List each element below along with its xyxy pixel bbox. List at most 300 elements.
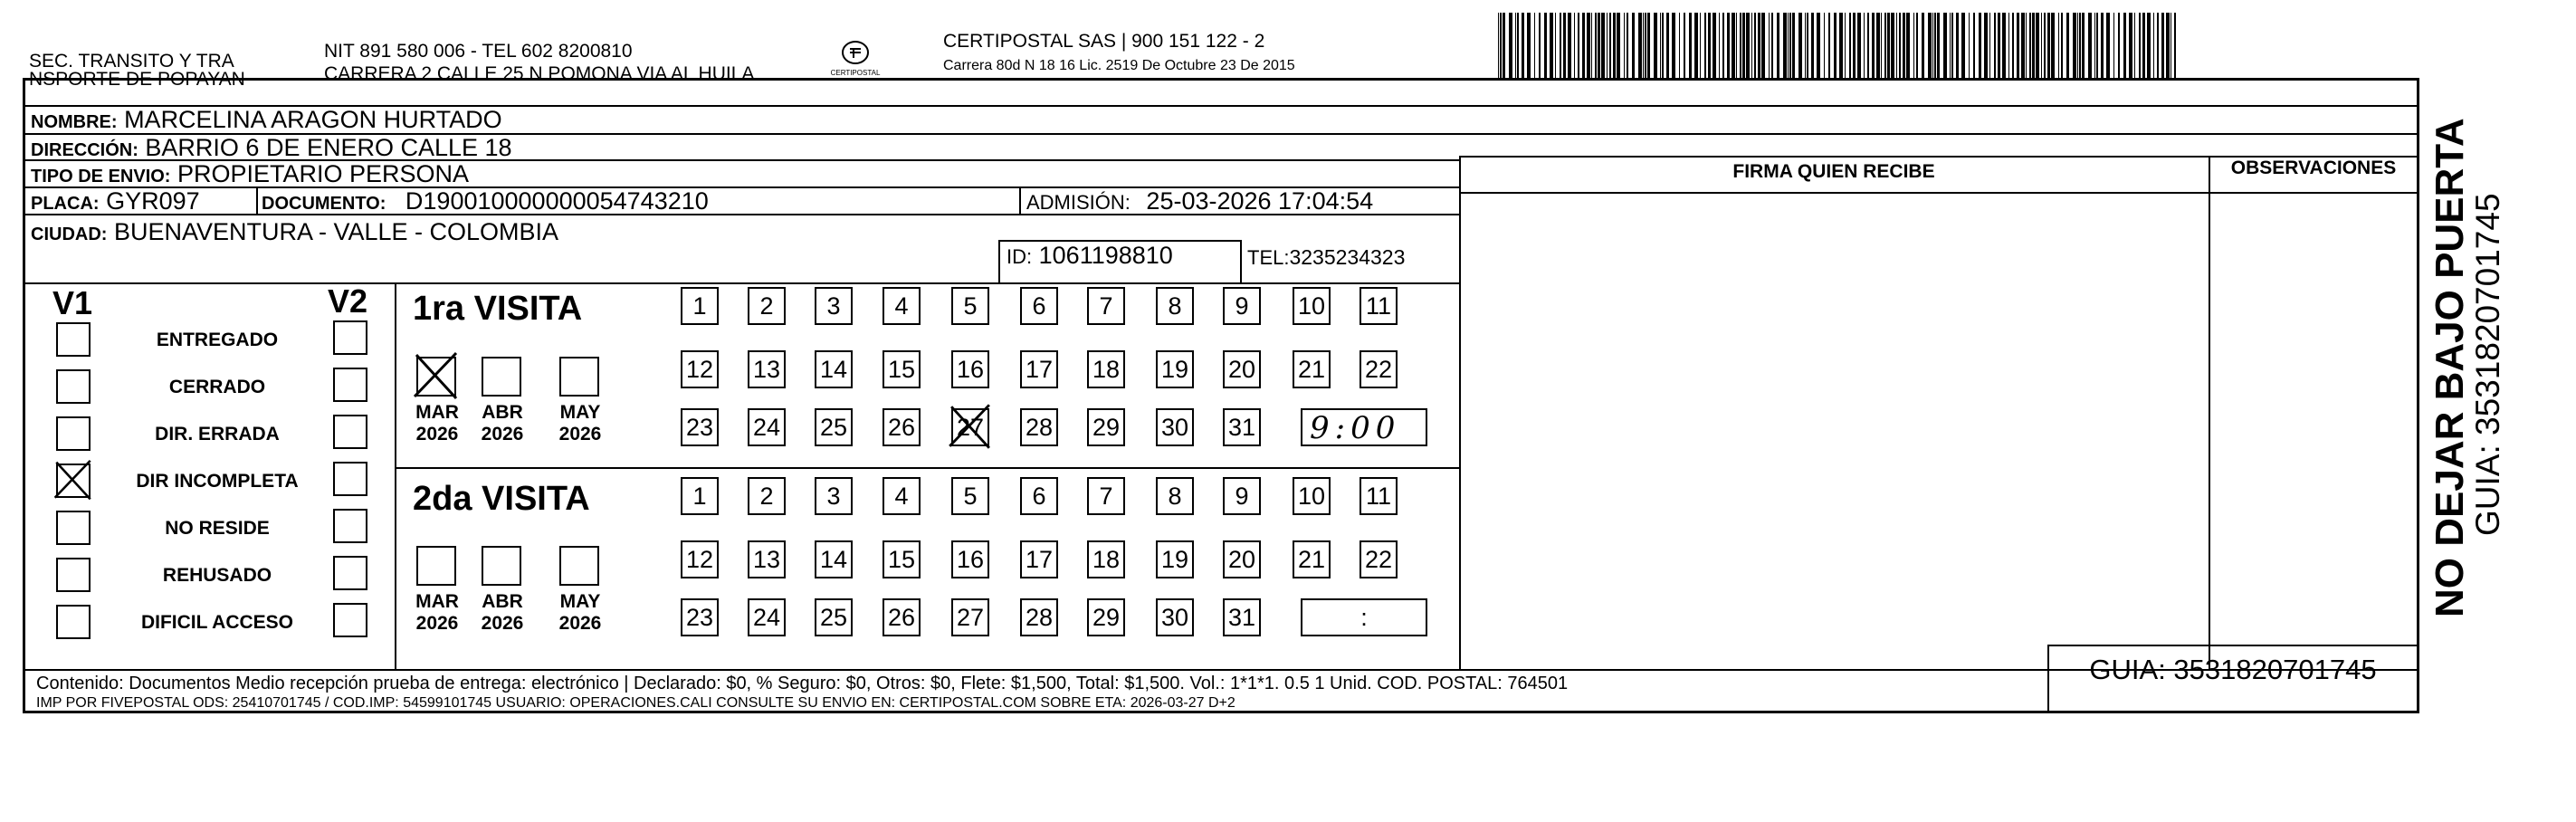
barcode-bar [2079, 13, 2081, 78]
v2-checkbox[interactable] [333, 320, 367, 355]
barcode-bar [1857, 13, 1861, 78]
barcode-bar [1719, 13, 1720, 78]
day-box[interactable]: 16 [951, 350, 989, 388]
barcode-bar [1660, 13, 1661, 78]
barcode-bar [1654, 13, 1657, 78]
barcode-bar [1899, 13, 1901, 78]
barcode-bar [1742, 13, 1745, 78]
barcode-bar [1498, 13, 1499, 78]
barcode-bar [2029, 13, 2031, 78]
month-label [552, 591, 608, 635]
tel-cell [1247, 243, 1405, 272]
barcode-bar [1740, 13, 1741, 78]
barcode-bar [1672, 13, 1675, 78]
month-name: ABR [482, 591, 523, 612]
month-name: MAR [415, 402, 459, 423]
v2-checkbox[interactable] [333, 603, 367, 637]
sender-address: CARRERA 2 CALLE 25 N POMONA VIA AL HUILA [324, 63, 755, 84]
status-option-label: ENTREGADO [156, 330, 279, 350]
day-box[interactable]: 15 [883, 540, 921, 578]
day-box[interactable]: 13 [748, 540, 786, 578]
footer-print-info: IMP POR FIVEPOSTAL ODS: 25410701745 / COD.IMP: 54599101745 USUARIO: OPERACIONES.CALI CONSULTE SU ENVIO EN: CERTIPOSTAL.COM SOBRE ETA: 2026-03-27 D+2 [36, 695, 1236, 711]
month-year: 2026 [481, 613, 524, 634]
observations-header: OBSERVACIONES [2230, 158, 2397, 178]
barcode-bar [1994, 13, 1996, 78]
barcode-bar [1598, 13, 1600, 78]
barcode-bar [1839, 13, 1843, 78]
sender-name-line2: NSPORTE DE POPAYAN [29, 69, 245, 90]
status-option-label: DIR INCOMPLETA [136, 471, 299, 492]
barcode-bar [1544, 13, 1547, 78]
barcode-bar [1727, 13, 1730, 78]
barcode-bar [2036, 13, 2039, 78]
day-box[interactable]: 18 [1087, 540, 1125, 578]
month-year: 2026 [481, 424, 524, 444]
day-box[interactable]: 23 [681, 408, 719, 446]
day-box[interactable]: 3 [815, 287, 853, 325]
barcode-bar [1704, 13, 1706, 78]
barcode-bar [2021, 13, 2025, 78]
document-cell [262, 186, 709, 218]
barcode-bar [2142, 13, 2145, 78]
courier-name: CERTIPOSTAL SAS | 900 151 122 - 2 [943, 31, 1265, 52]
second-visit-time: : [1360, 604, 1368, 631]
barcode-bar [1761, 13, 1765, 78]
barcode-bar [2157, 13, 2159, 78]
barcode-bar [2066, 13, 2069, 78]
day-box[interactable]: 29 [1087, 598, 1125, 636]
barcode-bar [1539, 13, 1541, 78]
month-year: 2026 [558, 613, 602, 634]
month-checkbox[interactable] [559, 357, 599, 397]
day-box[interactable]: 14 [815, 350, 853, 388]
day-box[interactable]: 22 [1360, 540, 1398, 578]
barcode-bar [1643, 13, 1644, 78]
day-box[interactable]: 24 [748, 598, 786, 636]
barcode-bar [1961, 13, 1965, 78]
barcode-bar [2088, 13, 2092, 78]
barcode-bar [1979, 13, 1981, 78]
recipient-address: BARRIO 6 DE ENERO CALLE 18 [145, 134, 512, 161]
barcode-bar [1792, 13, 1795, 78]
month-checkbox[interactable] [416, 357, 456, 397]
day-box[interactable]: 1 [681, 477, 719, 515]
no-leave-under-door-warning: NO DEJAR BAJO PUERTA [2428, 118, 2472, 617]
v2-header: V2 [328, 282, 368, 320]
barcode-bar [1943, 13, 1947, 78]
side-guia: GUIA: 3531820701745 [2469, 193, 2506, 536]
barcode-bar [1662, 13, 1664, 78]
barcode-bar [1638, 13, 1642, 78]
month-name: ABR [482, 402, 523, 423]
barcode-bar [2051, 13, 2055, 78]
barcode-bar [2082, 13, 2085, 78]
month-name: MAR [415, 591, 459, 612]
barcode-bar [2073, 13, 2076, 78]
first-visit-time-box[interactable] [1301, 408, 1427, 446]
barcode-bar [2147, 13, 2151, 78]
barcode-bar [2032, 13, 2035, 78]
day-box[interactable]: 31 [1223, 598, 1261, 636]
day-box[interactable]: 26 [883, 408, 921, 446]
barcode-bar [1500, 13, 1502, 78]
day-box[interactable]: 28 [1020, 408, 1058, 446]
barcode-bar [1609, 13, 1611, 78]
day-box[interactable]: 11 [1360, 287, 1398, 325]
v1-checkbox[interactable] [56, 416, 91, 451]
barcode-bar [2113, 13, 2114, 78]
barcode-bar [1891, 13, 1894, 78]
recipient-name-row [31, 105, 502, 137]
day-box[interactable]: 15 [883, 350, 921, 388]
month-year: 2026 [415, 424, 459, 444]
admission-value: 25-03-2026 17:04:54 [1146, 187, 1374, 215]
barcode-bar [2096, 13, 2098, 78]
barcode-bar [2047, 13, 2050, 78]
day-box[interactable]: 7 [1087, 477, 1125, 515]
day-box[interactable]: 25 [815, 408, 853, 446]
barcode-bar [1708, 13, 1711, 78]
barcode-bar [2129, 13, 2132, 78]
day-box[interactable]: 8 [1156, 287, 1194, 325]
barcode-bar [1903, 13, 1905, 78]
barcode-bar [1906, 13, 1910, 78]
day-box[interactable]: 9 [1223, 287, 1261, 325]
barcode-bar [1578, 13, 1579, 78]
barcode-bar [1613, 13, 1616, 78]
barcode-bar [1867, 13, 1869, 78]
barcode-bar [1916, 13, 1918, 78]
v1-checkbox[interactable] [56, 464, 91, 498]
day-box[interactable]: 21 [1293, 350, 1331, 388]
month-label [552, 402, 608, 445]
v2-checkbox[interactable] [333, 556, 367, 590]
barcode-bar [2123, 13, 2126, 78]
barcode-bar [1998, 13, 2000, 78]
signature-header: FIRMA QUIEN RECIBE [1732, 161, 1935, 182]
barcode-bar [1684, 13, 1685, 78]
barcode-bar [1805, 13, 1806, 78]
month-checkbox[interactable] [482, 357, 521, 397]
barcode-bar [1534, 13, 1535, 78]
month-label [409, 591, 465, 635]
barcode-bar [2118, 13, 2120, 78]
day-box[interactable]: 9 [1223, 477, 1261, 515]
day-box[interactable]: 17 [1020, 540, 1058, 578]
day-box[interactable]: 30 [1156, 598, 1194, 636]
barcode-bar [1896, 13, 1897, 78]
barcode [1498, 13, 2186, 78]
barcode-bar [1617, 13, 1620, 78]
barcode-bar [1828, 13, 1830, 78]
barcode-bar [1666, 13, 1669, 78]
day-box[interactable]: 12 [681, 350, 719, 388]
month-checkbox[interactable] [416, 546, 456, 586]
day-box[interactable]: 6 [1020, 477, 1058, 515]
v2-checkbox[interactable] [333, 368, 367, 402]
day-box[interactable]: 31 [1223, 408, 1261, 446]
month-name: MAY [559, 591, 601, 612]
month-name: MAY [559, 402, 601, 423]
v1-checkbox[interactable] [56, 369, 91, 404]
barcode-bar [1811, 13, 1814, 78]
month-label [409, 402, 465, 445]
day-box[interactable]: 13 [748, 350, 786, 388]
barcode-bar [1783, 13, 1787, 78]
day-box[interactable]: 29 [1087, 408, 1125, 446]
month-year: 2026 [415, 613, 459, 634]
logo-text: CERTIPOSTAL [830, 69, 881, 77]
shipment-type: PROPIETARIO PERSONA [177, 160, 470, 187]
barcode-bar [1777, 13, 1779, 78]
document-label: DOCUMENTO: [262, 194, 386, 214]
barcode-bar [1555, 13, 1556, 78]
barcode-bar [1771, 13, 1773, 78]
barcode-bar [1736, 13, 1737, 78]
type-label: TIPO DE ENVIO: [31, 167, 171, 186]
day-box[interactable]: 12 [681, 540, 719, 578]
day-box[interactable]: 30 [1156, 408, 1194, 446]
second-visit-time-box[interactable] [1301, 598, 1427, 636]
barcode-bar [1689, 13, 1692, 78]
barcode-bar [1932, 13, 1933, 78]
barcode-bar [1751, 13, 1752, 78]
signature-area[interactable] [1459, 194, 2209, 669]
barcode-bar [1934, 13, 1936, 78]
day-box[interactable]: 5 [951, 287, 989, 325]
day-box[interactable]: 20 [1223, 350, 1261, 388]
barcode-bar [1527, 13, 1531, 78]
day-box[interactable]: 19 [1156, 350, 1194, 388]
barcode-bar [1956, 13, 1959, 78]
barcode-bar [1694, 13, 1698, 78]
barcode-bar [1679, 13, 1680, 78]
day-box[interactable]: 21 [1293, 540, 1331, 578]
barcode-bar [1601, 13, 1605, 78]
day-box[interactable]: 2 [748, 477, 786, 515]
day-box[interactable]: 5 [951, 477, 989, 515]
barcode-bar [1913, 13, 1914, 78]
barcode-bar [1645, 13, 1646, 78]
barcode-bar [1951, 13, 1953, 78]
barcode-bar [1624, 13, 1625, 78]
barcode-bar [1722, 13, 1724, 78]
day-box[interactable]: 2 [748, 287, 786, 325]
barcode-bar [1989, 13, 1990, 78]
day-box[interactable]: 11 [1360, 477, 1398, 515]
day-box[interactable]: 23 [681, 598, 719, 636]
barcode-bar [1845, 13, 1846, 78]
barcode-bar [1754, 13, 1756, 78]
day-box[interactable]: 19 [1156, 540, 1194, 578]
barcode-bar [1746, 13, 1750, 78]
day-box[interactable]: 26 [883, 598, 921, 636]
barcode-bar [1503, 13, 1505, 78]
barcode-bar [1632, 13, 1635, 78]
barcode-bar [2094, 13, 2095, 78]
barcode-bar [1563, 13, 1566, 78]
barcode-bar [1789, 13, 1791, 78]
status-option-label: CERRADO [168, 377, 266, 397]
day-box[interactable]: 1 [681, 287, 719, 325]
day-box[interactable]: 10 [1293, 287, 1331, 325]
day-box[interactable]: 14 [815, 540, 853, 578]
barcode-bar [1713, 13, 1716, 78]
day-box[interactable]: 25 [815, 598, 853, 636]
barcode-bar [1587, 13, 1590, 78]
day-box[interactable]: 17 [1020, 350, 1058, 388]
footer-guia: GUIA: 3531820701745 [2089, 654, 2377, 685]
v1-checkbox[interactable] [56, 605, 91, 639]
barcode-bar [2139, 13, 2141, 78]
v1-checkbox[interactable] [56, 511, 91, 545]
address-label: DIRECCIÓN: [31, 140, 138, 160]
barcode-bar [1560, 13, 1561, 78]
barcode-bar [1515, 13, 1516, 78]
barcode-bar [1550, 13, 1553, 78]
barcode-bar [1582, 13, 1585, 78]
barcode-bar [1788, 13, 1789, 78]
name-label: NOMBRE: [31, 112, 118, 132]
barcode-bar [2174, 13, 2176, 78]
barcode-bar [1807, 13, 1808, 78]
day-box[interactable]: 18 [1087, 350, 1125, 388]
barcode-bar [1824, 13, 1825, 78]
sender-name-line1: SEC. TRANSITO Y TRA [29, 51, 234, 72]
barcode-bar [1853, 13, 1856, 78]
barcode-bar [1595, 13, 1597, 78]
barcode-bar [1884, 13, 1886, 78]
barcode-bar [1872, 13, 1875, 78]
barcode-bar [1769, 13, 1770, 78]
day-box[interactable]: 3 [815, 477, 853, 515]
day-box[interactable]: 24 [748, 408, 786, 446]
status-option-label: NO RESIDE [165, 518, 270, 539]
barcode-bar [1647, 13, 1650, 78]
v1-checkbox[interactable] [56, 322, 91, 357]
barcode-bar [1758, 13, 1760, 78]
second-visit-title: 2da VISITA [413, 480, 590, 518]
id-cell [1007, 241, 1173, 272]
day-box[interactable]: 20 [1223, 540, 1261, 578]
day-box[interactable]: 4 [883, 287, 921, 325]
barcode-bar [1574, 13, 1575, 78]
day-box[interactable]: 27 [951, 598, 989, 636]
barcode-bar [2026, 13, 2027, 78]
status-option-label: REHUSADO [162, 565, 272, 586]
barcode-bar [1522, 13, 1524, 78]
day-box[interactable]: 4 [883, 477, 921, 515]
status-option-label: DIR. ERRADA [155, 424, 280, 444]
plate-label: PLACA: [31, 194, 100, 214]
day-box[interactable]: 6 [1020, 287, 1058, 325]
day-box[interactable]: 22 [1360, 350, 1398, 388]
barcode-bar [2017, 13, 2019, 78]
admission-cell [1026, 186, 1373, 217]
barcode-bar [2153, 13, 2154, 78]
document-value: D190010000000054743210 [405, 187, 709, 215]
month-checkbox[interactable] [482, 546, 521, 586]
footer-content: Contenido: Documentos Medio recepción prueba de entrega: electrónico | Declarado: $0, % Seguro: $0, Otros: $0, Flete: $1,500, Total: $1,500. Vol.: 1*1*1. 0.5 1 Unid. COD. POSTAL: 764501 [36, 674, 1569, 693]
first-visit-title: 1ra VISITA [413, 290, 583, 328]
tel-label: TEL: [1247, 246, 1290, 269]
barcode-bar [1834, 13, 1837, 78]
barcode-bar [1509, 13, 1512, 78]
day-box[interactable]: 10 [1293, 477, 1331, 515]
day-box[interactable]: 16 [951, 540, 989, 578]
barcode-bar [2012, 13, 2014, 78]
status-option-label: DIFICIL ACCESO [140, 612, 293, 633]
month-year: 2026 [558, 424, 602, 444]
barcode-bar [1864, 13, 1865, 78]
barcode-bar [1732, 13, 1735, 78]
barcode-bar [2161, 13, 2164, 78]
barcode-bar [1798, 13, 1802, 78]
recipient-name: MARCELINA ARAGON HURTADO [124, 106, 502, 133]
barcode-bar [2134, 13, 2135, 78]
barcode-bar [2106, 13, 2110, 78]
admission-label: ADMISIÓN: [1026, 191, 1131, 214]
barcode-bar [1881, 13, 1882, 78]
barcode-bar [2002, 13, 2006, 78]
day-box[interactable]: 27 [951, 408, 989, 446]
v1-header: V1 [52, 284, 93, 321]
barcode-bar [1969, 13, 1970, 78]
city-value: BUENAVENTURA - VALLE - COLOMBIA [113, 218, 559, 245]
city-row [31, 217, 558, 249]
sender-nit: NIT 891 580 006 - TEL 602 8200810 [324, 41, 633, 62]
barcode-bar [1950, 13, 1951, 78]
barcode-bar [1607, 13, 1608, 78]
barcode-bar [1887, 13, 1890, 78]
id-label: ID: [1007, 245, 1033, 268]
barcode-bar [2166, 13, 2170, 78]
barcode-bar [2101, 13, 2104, 78]
barcode-bar [1817, 13, 1820, 78]
day-box[interactable]: 28 [1020, 598, 1058, 636]
barcode-bar [1568, 13, 1571, 78]
plate-cell [31, 186, 200, 218]
month-checkbox[interactable] [559, 546, 599, 586]
v1-checkbox[interactable] [56, 558, 91, 592]
barcode-bar [1928, 13, 1932, 78]
v2-checkbox[interactable] [333, 415, 367, 449]
city-label: CIUDAD: [31, 225, 108, 244]
barcode-bar [2044, 13, 2046, 78]
tel-value: 3235234323 [1289, 245, 1406, 269]
barcode-bar [1591, 13, 1592, 78]
observations-area[interactable] [2210, 194, 2417, 669]
day-box[interactable]: 8 [1156, 477, 1194, 515]
barcode-bar [2061, 13, 2063, 78]
v2-checkbox[interactable] [333, 462, 367, 496]
barcode-bar [1973, 13, 1975, 78]
barcode-bar [1627, 13, 1628, 78]
month-label [474, 402, 530, 445]
barcode-bar [1937, 13, 1940, 78]
plate-value: GYR097 [106, 187, 200, 215]
v2-checkbox[interactable] [333, 509, 367, 543]
first-visit-time: 9:00 [1310, 410, 1401, 446]
barcode-bar [2041, 13, 2042, 78]
barcode-bar [1849, 13, 1851, 78]
day-box[interactable]: 7 [1087, 287, 1125, 325]
month-label [474, 591, 530, 635]
barcode-bar [2008, 13, 2009, 78]
courier-address: Carrera 80d N 18 16 Lic. 2519 De Octubre 23 De 2015 [943, 58, 1295, 73]
barcode-bar [1984, 13, 1988, 78]
barcode-bar [2058, 13, 2059, 78]
